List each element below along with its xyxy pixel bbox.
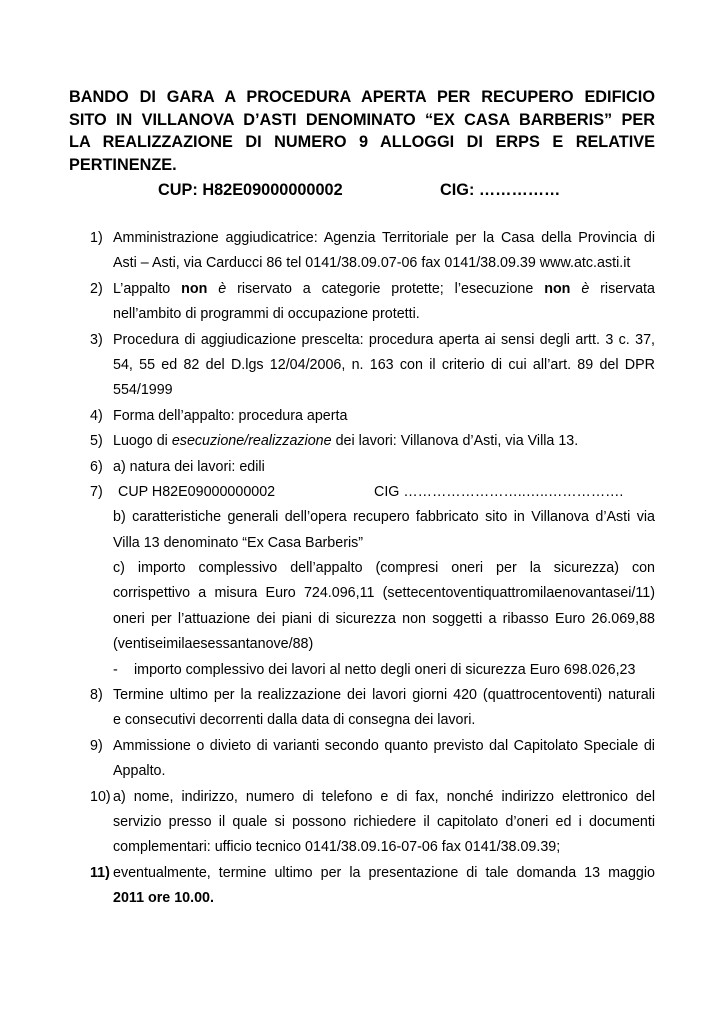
- document-title: [69, 86, 655, 176]
- item-text: a) natura dei lavori: edili: [113, 458, 265, 475]
- item-number: 11): [90, 864, 110, 881]
- item-text: Asti – Asti, via Carducci 86 tel 0141/38.09.07-06 fax 0141/38.09.39 www.atc.asti.it: [113, 255, 631, 272]
- item-number: 1): [90, 230, 103, 246]
- list-item-continuation: [0, 581, 724, 606]
- item-text: [113, 429, 655, 454]
- item-text: 54, 55 ed 82 del D.lgs 12/04/2006, n. 163 con il criterio di cui all’art. 89 del DPR: [113, 356, 655, 373]
- title-line: SITO IN VILLANOVA D’ASTI DENOMINATO “EX CASA BARBERIS” PER: [69, 110, 655, 129]
- item-text: Villa 13 denominato “Ex Casa Barberis”: [113, 534, 364, 551]
- list-item: [0, 404, 724, 429]
- list-item-continuation: [0, 886, 724, 911]
- item-text: Forma dell’appalto: procedura aperta: [113, 407, 348, 424]
- list-item: [0, 429, 724, 454]
- item-cup: CUP H82E09000000002: [118, 483, 276, 500]
- list-item-continuation: [0, 505, 724, 530]
- title-line: BANDO DI GARA A PROCEDURA APERTA PER RECUPERO EDIFICIO: [69, 88, 655, 106]
- list-item: [0, 861, 724, 886]
- italic-text: esecuzione/realizzazione: [171, 433, 332, 450]
- item-number: 9): [90, 737, 103, 754]
- title-line: PERTINENZE.: [69, 155, 177, 174]
- item-number: 8): [90, 687, 103, 704]
- list-item-continuation: [0, 378, 724, 403]
- list-item-continuation: [0, 835, 724, 860]
- list-item-continuation: [0, 759, 724, 784]
- italic-text: è: [581, 280, 590, 297]
- item-number: 4): [90, 407, 103, 424]
- text-span: riservata: [600, 280, 655, 297]
- title-line: LA REALIZZAZIONE DI NUMERO 9 ALLOGGI DI ERPS E RELATIVE: [69, 133, 655, 151]
- item-cig: CIG ……………………..…..…………….: [374, 483, 624, 500]
- emphasis-text: non: [181, 280, 208, 297]
- list-item: [0, 226, 724, 251]
- item-text: 2011 ore 10.00.: [113, 890, 214, 907]
- list-item: [0, 683, 724, 708]
- item-text: [113, 277, 655, 302]
- item-number: 5): [90, 433, 103, 450]
- item-text: eventualmente, termine ultimo per la presentazione di tale domanda 13 maggio: [113, 864, 655, 881]
- text-span: Luogo di: [113, 433, 168, 450]
- cig-code: CIG: ……………: [440, 181, 561, 199]
- item-text: complementari: ufficio tecnico 0141/38.09.16-07-06 fax 0141/38.09.39;: [113, 839, 561, 856]
- list-item: [0, 455, 724, 480]
- item-text: c) importo complessivo dell’appalto (compresi oneri per la sicurezza) con: [113, 560, 655, 577]
- italic-text: è: [218, 280, 227, 297]
- emphasis-text: non: [544, 280, 571, 297]
- item-number: 7): [90, 483, 103, 500]
- item-text: servizio presso il quale si possono richiedere il capitolato d’oneri ed i documenti: [113, 813, 655, 830]
- tender-items-list: [0, 226, 724, 912]
- list-item-continuation: [0, 531, 724, 556]
- item-text: Ammissione o divieto di varianti secondo quanto previsto dal Capitolato Speciale di: [113, 737, 655, 754]
- list-item-continuation: [0, 708, 724, 733]
- cup-code: CUP: H82E09000000002: [158, 181, 343, 199]
- list-item-continuation: [0, 810, 724, 835]
- item-text: Appalto.: [113, 763, 166, 780]
- item-text: 554/1999: [113, 382, 173, 399]
- text-span: dei lavori: Villanova d’Asti, via Villa 13.: [335, 433, 579, 450]
- item-text: e consecutivi decorrenti dalla data di consegna dei lavori.: [113, 712, 476, 729]
- item-text: Termine ultimo per la realizzazione dei lavori giorni 420 (quattrocentoventi) naturali: [113, 687, 655, 704]
- item-number: 10): [90, 788, 111, 805]
- list-item-continuation: [0, 632, 724, 657]
- list-item: [0, 328, 724, 353]
- item-text: nell’ambito di programmi di occupazione protetti.: [113, 306, 420, 323]
- item-text: (ventiseimilaesessantanove/88): [113, 636, 314, 653]
- list-item-continuation: [0, 556, 724, 581]
- list-item-continuation: [0, 302, 724, 327]
- text-span: L’appalto: [113, 280, 171, 297]
- list-item: [0, 277, 724, 302]
- item-text: Procedura di aggiudicazione prescelta: procedura aperta ai sensi degli artt. 3 c. 37,: [113, 331, 655, 348]
- list-item: [0, 480, 724, 505]
- item-text: importo complessivo dei lavori al netto degli oneri di sicurezza Euro 698.026,23: [134, 661, 636, 678]
- item-number: 6): [90, 458, 103, 475]
- dash-bullet: -: [113, 661, 118, 678]
- item-text: a) nome, indirizzo, numero di telefono e di fax, nonché indirizzo elettronico del: [113, 788, 655, 805]
- list-item: [0, 785, 724, 810]
- list-item-continuation: [0, 607, 724, 632]
- list-item-continuation: [0, 251, 724, 276]
- list-item: [0, 734, 724, 759]
- text-span: riservato a categorie protette; l’esecuzione: [237, 280, 534, 297]
- item-text: oneri per l’attuazione dei piani di sicurezza non soggetti a ribasso Euro 26.069,88: [113, 610, 655, 627]
- item-number: 3): [90, 331, 103, 348]
- item-text: Amministrazione aggiudicatrice: Agenzia Territoriale per la Casa della Provincia di: [113, 230, 655, 246]
- item-text: corrispettivo a misura Euro 724.096,11 (settecentoventiquattromilaenovantasei/11): [113, 585, 655, 602]
- list-item-continuation: [0, 353, 724, 378]
- item-number: 2): [90, 280, 103, 297]
- item-text: b) caratteristiche generali dell’opera recupero fabbricato sito in Villanova d’Asti via: [113, 509, 655, 526]
- dash-item: [0, 658, 724, 683]
